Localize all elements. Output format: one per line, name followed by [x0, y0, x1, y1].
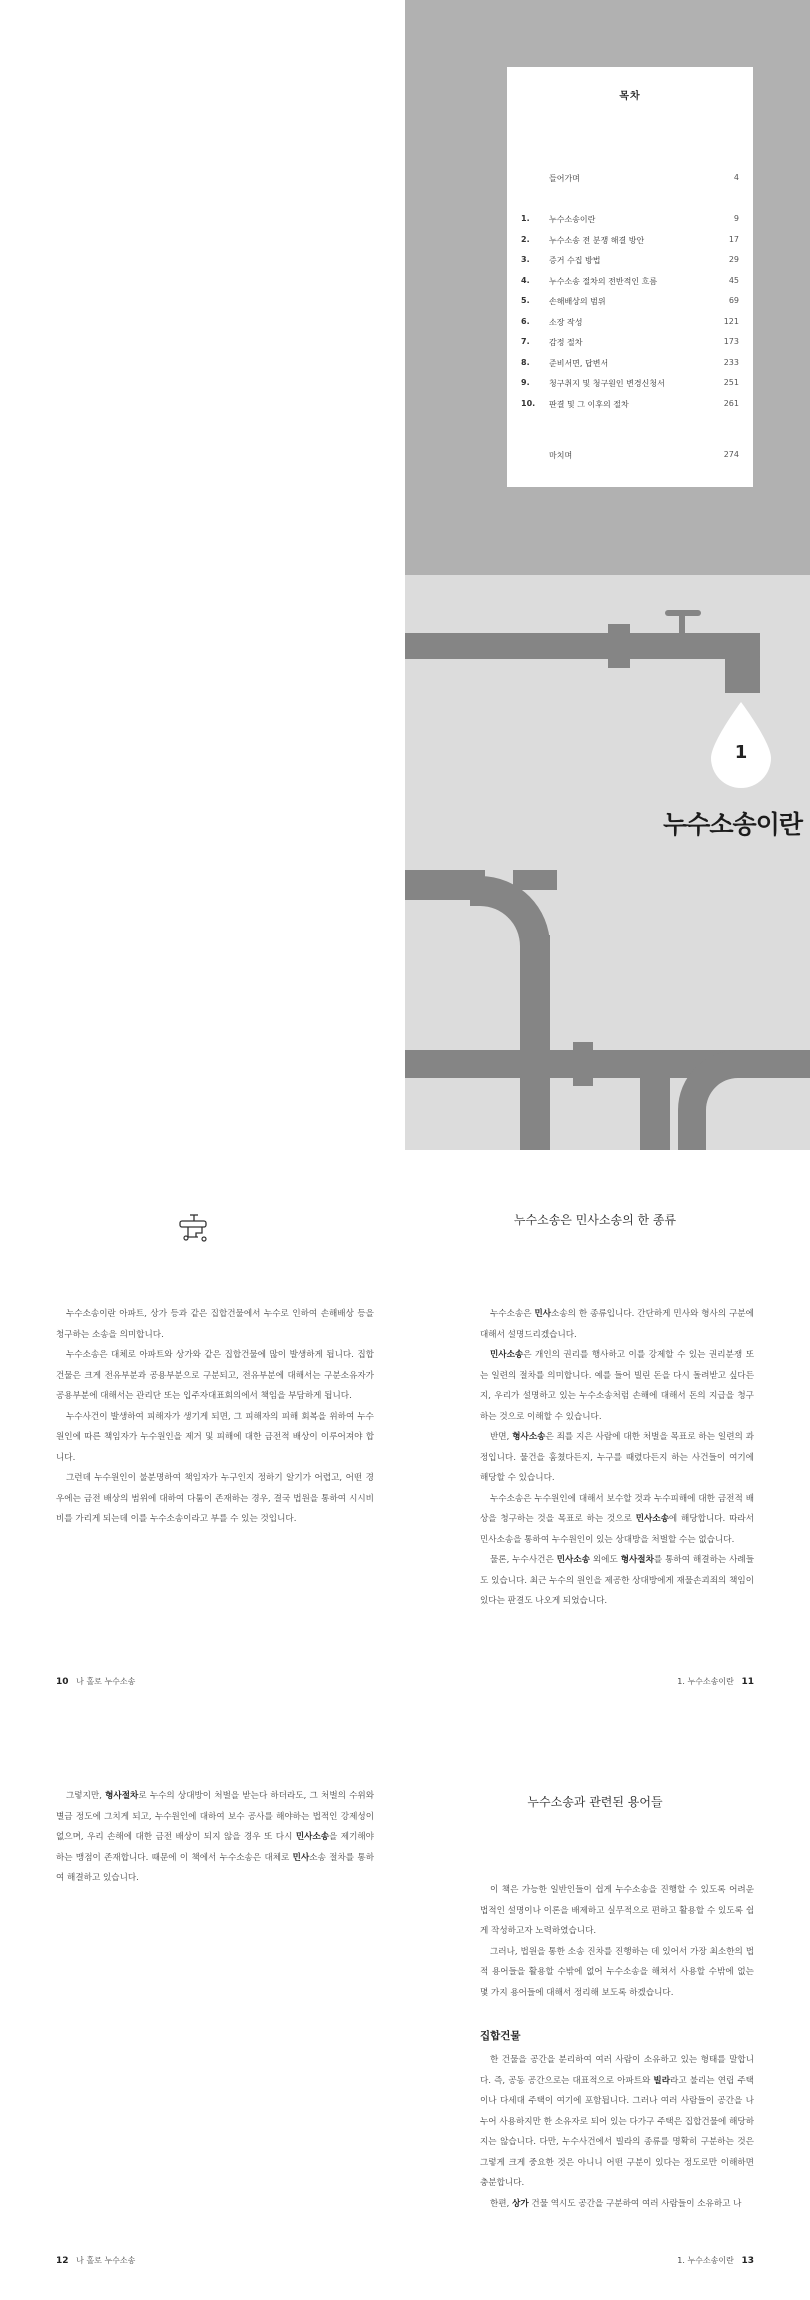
toc-item-page: 261 — [723, 398, 739, 408]
paragraph: 물론, 누수사건은 민사소송 외에도 형사절차를 통하여 해결하는 사례들도 있습니다. 최근 누수의 원인을 제공한 상대방에게 재물손괴죄의 책임이 있다는 판결도 나오게 되었습니다. — [480, 1555, 755, 1606]
toc-outro-page: 274 — [723, 450, 739, 459]
toc-item-number: 6. — [521, 316, 530, 326]
page-13-body-2 — [480, 2050, 754, 2214]
page-11-folio — [654, 1676, 754, 1687]
paragraph: 반면, 형사소송은 죄를 지은 사람에 대한 처벌을 목표로 하는 일련의 과정입니다. 물건을 훔쳤다든지, 누구를 때렸다든지 하는 사건들이 여기에 해당할 수 있습니다. — [480, 1432, 754, 1483]
toc-item-number: 10. — [521, 398, 536, 408]
paragraph: 민사소송은 개인의 권리를 행사하고 이를 강제할 수 있는 권리분쟁 또는 일련의 절차를 의미합니다. 예를 들어 빌린 돈을 다시 돌려받고 싶다든지, 우리가 설명하고 있는 누수소송처럼 손해에 대해서 돈의 지급을 청구하는 것으로 이해할 수 있습니다. — [480, 1350, 754, 1422]
toc-item-page: 29 — [728, 255, 739, 264]
toc-item-page: 45 — [728, 275, 739, 285]
toc-item-label: 손해배상의 범위 — [549, 297, 606, 306]
faucet-stem — [679, 614, 685, 634]
toc-title: 목차 — [619, 91, 641, 102]
toc-item-label: 감정 절차 — [549, 338, 583, 347]
toc-item-number: 9. — [521, 378, 530, 387]
toc-item-number: 8. — [521, 357, 530, 367]
toc-item-label: 증거 수집 방법 — [549, 256, 601, 265]
page-number: 11 — [741, 1677, 754, 1687]
toc-item-page: 233 — [723, 357, 739, 367]
toc-item-page: 251 — [723, 378, 739, 387]
toc-item-number: 3. — [521, 255, 530, 264]
paragraph: 그러나, 법원을 통한 소송 진차를 진행하는 데 있어서 가장 최소한의 법적 용어들을 활용할 수밖에 없어 누수소송을 해쳐서 사용할 수밖에 없는 몇 가지 용어들에 대해서 정리해 보도록 하겠습니다. — [480, 1946, 754, 1998]
toc-item-page: 9 — [733, 214, 739, 223]
toc-item-page: 173 — [723, 337, 739, 346]
paragraph: 한편, 상가 건물 역시도 공간을 구분하여 여러 사람들이 소유하고 나 — [490, 2198, 742, 2209]
faucet-drop-icon — [176, 1212, 212, 1246]
page-11-heading: 누수소송은 민사소송의 한 종류 — [513, 1213, 677, 1227]
paragraph: 누수소송은 민사소송의 한 종류입니다. 간단하게 민사와 형사의 구분에 대해서 설명드리겠습니다. — [480, 1309, 754, 1340]
toc-item[interactable] — [521, 399, 739, 410]
water-drop — [705, 700, 777, 790]
toc-intro-page: 4 — [733, 173, 739, 182]
toc-item-number: 1. — [521, 214, 530, 223]
toc-item-number: 2. — [521, 234, 530, 244]
toc-item-label: 청구취지 및 청구원인 변경신청서 — [549, 379, 665, 388]
chapter-number: 1 — [734, 742, 748, 763]
lower-pipe-vertical-1 — [520, 935, 550, 1150]
paragraph: 누수소송은 대체로 아파트와 상가와 같은 집합건물에 많이 발생하게 됩니다. 집합건물은 크게 전유부분과 공용부분으로 구분되고, 전유부분에 대해서는 구분소유자가 공용부분에 대해서는 관리단 또는 입주자대표회의에서 책임을 부담하게 됩니다. — [56, 1350, 374, 1401]
toc-item-page: 121 — [723, 316, 739, 326]
lower-pipe-collar-2 — [573, 1042, 593, 1086]
toc-item[interactable] — [521, 337, 739, 348]
toc-intro-row[interactable] — [521, 173, 739, 184]
running-header: 나 홀로 누수소송 — [76, 1677, 136, 1686]
lower-pipe-vertical-2 — [640, 1050, 670, 1150]
paragraph: 그런데 누수원인이 불분명하여 책임자가 누구인지 정하기 알기가 어렵고, 어떤 경우에는 금전 배상의 범위에 대하여 다툼이 존재하는 경우, 결국 법원을 통하여 시시비비를 가리게 되는데 이를 누수소송이라고 부를 수 있는 것입니다. — [56, 1473, 374, 1524]
page-10-folio — [56, 1676, 135, 1687]
toc-intro-label: 들어가며 — [549, 174, 580, 183]
toc-outro-row[interactable] — [521, 450, 739, 461]
running-header: 나 홀로 누수소송 — [76, 2256, 136, 2265]
faucet-pipe — [405, 633, 760, 659]
toc-item-number: 4. — [521, 275, 530, 285]
paragraph: 누수사건이 발생하여 피해자가 생기게 되면, 그 피해자의 피해 회복을 위하여 누수원인에 따른 책임자가 누수원인을 제거 및 피해에 대한 금전적 배상이 이루어져야 합니다. — [56, 1411, 374, 1463]
paragraph: 한 건물을 공간을 분리하여 여러 사람이 소유하고 있는 형태를 말합니다. 즉, 공동 공간으로는 대표적으로 아파트와 빌라라고 불리는 연립 주택이나 다세대 주택이 여기에 포함됩니다. 그러나 여러 사람들이 공간을 나누어 사용하지만 한 소유자로 되어 있는 다가구 주택은 집합건물에 해당하지는 않습니다. 다만, 누수사건에서 빌라의 종류를 명확히 구분하는 것은 그렇게 크게 중요한 것은 아니니 어떤 구분이 있다는 정도로만 이해하면 충분합니다. — [480, 2055, 754, 2188]
toc-item-number: 5. — [521, 296, 530, 305]
page-10-body — [56, 1304, 374, 1530]
toc-item-label: 소장 작성 — [549, 317, 583, 327]
page-11-body — [480, 1304, 754, 1612]
paragraph: 이 책은 가능한 일반인들이 쉽게 누수소송을 진행할 수 있도록 어려운 법적인 설명이나 이론을 배제하고 실무적으로 편하고 활용할 수 있도록 쉽게 작성하고자 노력하였습니다. — [480, 1885, 754, 1936]
toc-item-page: 17 — [728, 234, 739, 244]
toc-item[interactable] — [521, 296, 739, 307]
paragraph: 그렇지만, 형사절차로 누수의 상대방이 처벌을 받는다 하더라도, 그 처벌의 수위와 별금 정도에 그치게 되고, 누수원인에 대하여 보수 공사를 해야하는 법적인 강제성이 없으며, 우리 손해에 대한 금전 배상이 되지 않을 경우 또 다시 민사소송을 제기해야 하는 맹점이 존재합니다. 때문에 이 책에서 누수소송은 대체로 민사소송 절차를 통하여 해결하고 있습니다. — [56, 1791, 374, 1883]
toc-item[interactable] — [521, 358, 739, 369]
toc-item-label: 누수소송 절차의 전반적인 흐름 — [549, 276, 658, 286]
toc-outro-label: 마치며 — [549, 451, 573, 460]
paragraph: 누수소송이란 아파트, 상가 등과 같은 집합건물에서 누수로 인하여 손해배상 등을 청구하는 소송을 의미합니다. — [56, 1309, 374, 1340]
chapter-title: 누수소송이란 — [663, 810, 802, 839]
page-12-folio — [56, 2255, 135, 2266]
toc-item-label: 판결 및 그 이후의 절차 — [549, 399, 629, 409]
page-13-heading: 누수소송과 관련된 용어들 — [527, 1795, 663, 1809]
toc-item-page: 69 — [728, 296, 739, 305]
page-13-body — [480, 1880, 754, 2003]
toc-item[interactable] — [521, 317, 739, 328]
running-header: 1. 누수소송이란 — [677, 1677, 734, 1686]
paragraph: 누수소송은 누수원인에 대해서 보수할 것과 누수피해에 대한 금전적 배상을 청구하는 것을 목표로 하는 것으로 민사소송에 해당합니다. 따라서 민사소송을 통하여 누수원인이 있는 상대방을 처벌할 수는 없습니다. — [480, 1493, 754, 1545]
toc-item-number: 7. — [521, 337, 530, 346]
toc-item-label: 누수소송 전 분쟁 해결 방안 — [549, 235, 645, 245]
toc-card — [507, 67, 753, 487]
page-number: 13 — [741, 2256, 754, 2266]
page-13-subhead: 집합건물 — [480, 2030, 521, 2042]
toc-item[interactable] — [521, 276, 739, 287]
toc-item[interactable] — [521, 255, 739, 266]
page-13-folio — [654, 2255, 754, 2266]
running-header: 1. 누수소송이란 — [677, 2256, 734, 2265]
faucet-handle — [665, 610, 701, 616]
pipe-collar — [608, 624, 630, 668]
toc-item[interactable] — [521, 378, 739, 389]
toc-item[interactable] — [521, 235, 739, 246]
page-12-body — [56, 1786, 374, 1889]
toc-item[interactable] — [521, 214, 739, 225]
page-number: 12 — [56, 2256, 69, 2266]
lower-pipe-collar-1 — [513, 870, 557, 890]
toc-item-label: 누수소송이란 — [549, 215, 596, 224]
page-number: 10 — [56, 1677, 69, 1687]
toc-item-label: 준비서면, 답변서 — [549, 358, 609, 368]
